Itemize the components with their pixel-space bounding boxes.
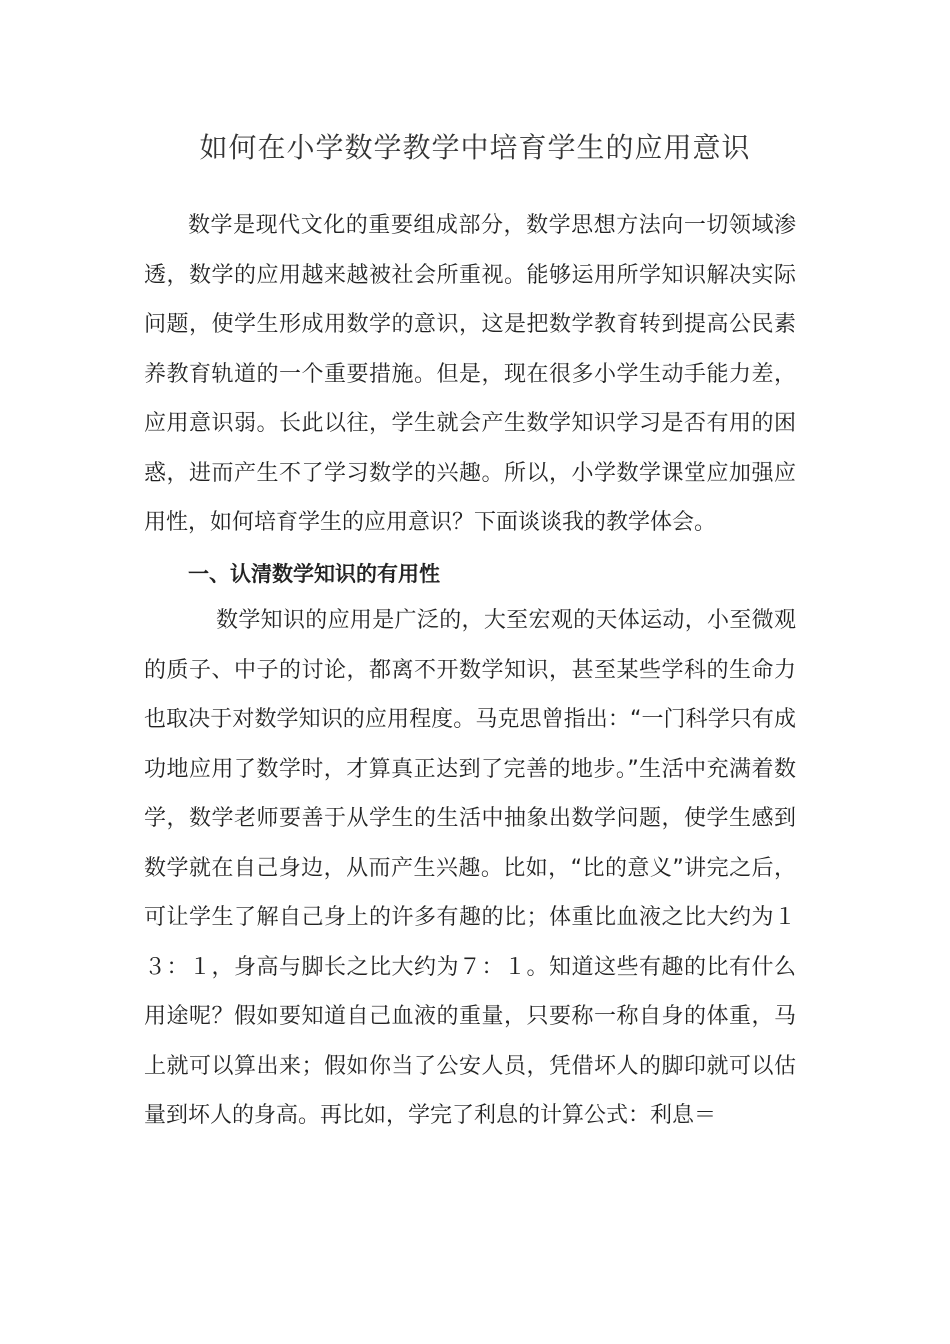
intro-paragraph: 数学是现代文化的重要组成部分，数学思想方法向一切领域渗透，数学的应用越来越被社会所重视。能够运用所学知识解决实际问题，使学生形成用数学的意识，这是把数学教育转到提高公民素养教育轨道的一个重要措施。但是，现在很多小学生动手能力差，应用意识弱。长此以往，学生就会产生数学知识学习是否有用的困惑，进而产生不了学习数学的兴趣。所以，小学数学课堂应加强应用性，如何培育学生的应用意识？下面谈谈我的教学体会。 xyxy=(144,213,796,535)
section-heading: 一、认清数学知识的有用性 xyxy=(188,562,440,586)
document-title: 如何在小学数学教学中培育学生的应用意识 xyxy=(199,131,751,164)
section-paragraph: 数学知识的应用是广泛的，大至宏观的天体运动，小至微观的质子、中子的讨论，都离不开数学知识，甚至某些学科的生命力也取决于对数学知识的应用程度。马克思曾指出：“一门科学只有成功地应用了数学时，才算真正达到了完善的地步。”生活中充满着数学，数学老师要善于从学生的生活中抽象出数学问题，使学生感到数学就在自己身边，从而产生兴趣。比如，“比的意义”讲完之后，可让学生了解自己身上的许多有趣的比；体重比血液之比大约为１３：１，身高与脚长之比大约为７：１。知道这些有趣的比有什么用途呢？假如要知道自己血液的重量，只要称一称自身的体重，马上就可以算出来；假如你当了公安人员，凭借坏人的脚印就可以估量到坏人的身高。再比如，学完了利息的计算公式：利息＝ xyxy=(144,608,796,1128)
